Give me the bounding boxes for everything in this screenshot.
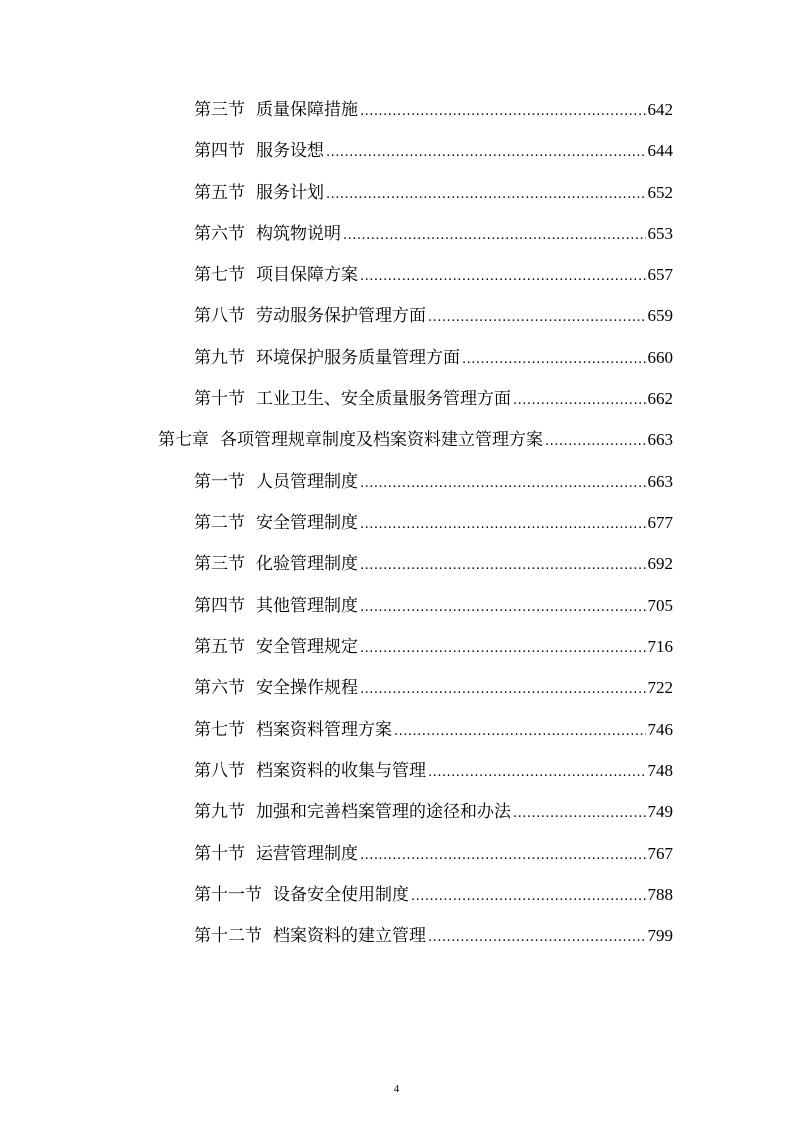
toc-entry-number: 第三节 <box>194 100 245 120</box>
toc-leader-dots <box>360 844 646 868</box>
toc-entry-title: 环境保护服务质量管理方面 <box>256 348 460 368</box>
toc-entry[interactable] <box>194 842 673 866</box>
toc-entry[interactable] <box>194 98 673 122</box>
toc-leader-dots <box>360 678 646 702</box>
toc-entry-page: 722 <box>647 678 673 697</box>
toc-entry[interactable] <box>194 552 673 576</box>
toc-entry-number: 第八节 <box>194 306 245 326</box>
toc-entry-title: 构筑物说明 <box>256 224 341 244</box>
toc-entry-page: 749 <box>647 802 673 821</box>
toc-leader-dots <box>360 596 646 620</box>
toc-entry[interactable] <box>194 139 673 163</box>
toc-leader-dots <box>428 306 646 330</box>
toc-leader-dots <box>360 265 646 289</box>
toc-leader-dots <box>360 472 646 496</box>
toc-entry-number: 第四节 <box>194 141 245 161</box>
toc-entry-page: 663 <box>647 472 673 491</box>
toc-entry-page: 716 <box>647 637 673 656</box>
toc-entry-number: 第六节 <box>194 678 245 698</box>
toc-entry-title: 人员管理制度 <box>256 472 358 492</box>
toc-entry-title: 服务计划 <box>256 183 324 203</box>
toc-entry[interactable] <box>194 594 673 618</box>
toc-leader-dots <box>360 513 646 537</box>
toc-entry-title: 安全管理制度 <box>256 513 358 533</box>
toc-entry-number: 第八节 <box>194 761 245 781</box>
toc-entry-number: 第七章 <box>158 430 209 450</box>
toc-entry-page: 644 <box>647 141 673 160</box>
toc-entry-page: 767 <box>647 844 673 863</box>
toc-entry[interactable] <box>194 718 673 742</box>
toc-entry-number: 第五节 <box>194 637 245 657</box>
toc-leader-dots <box>360 637 646 661</box>
toc-entry-number: 第九节 <box>194 348 245 368</box>
toc-entry[interactable] <box>194 387 673 411</box>
toc-entry-page: 659 <box>647 306 673 325</box>
toc-entry-page: 692 <box>647 554 673 573</box>
toc-entry-title: 设备安全使用制度 <box>273 885 409 905</box>
toc-entry-title: 化验管理制度 <box>256 554 358 574</box>
toc-entry[interactable] <box>194 181 673 205</box>
toc-entry[interactable] <box>194 759 673 783</box>
toc-entry[interactable] <box>194 304 673 328</box>
toc-entry-page: 799 <box>647 926 673 945</box>
toc-entry-number: 第十节 <box>194 389 245 409</box>
toc-entry[interactable] <box>194 800 673 824</box>
toc-entry-title: 各项管理规章制度及档案资料建立管理方案 <box>220 430 543 450</box>
toc-leader-dots <box>411 885 646 909</box>
toc-entry-page: 652 <box>647 183 673 202</box>
toc-entry-title: 工业卫生、安全质量服务管理方面 <box>256 389 511 409</box>
toc-entry-number: 第二节 <box>194 513 245 533</box>
toc-entry-title: 劳动服务保护管理方面 <box>256 306 426 326</box>
toc-entry[interactable] <box>194 883 673 907</box>
toc-entry-number: 第一节 <box>194 472 245 492</box>
toc-entry-number: 第三节 <box>194 554 245 574</box>
toc-entry[interactable] <box>194 470 673 494</box>
toc-entry-number: 第十二节 <box>194 926 262 946</box>
toc-leader-dots <box>326 141 646 165</box>
toc-entry-title: 档案资料的收集与管理 <box>256 761 426 781</box>
toc-leader-dots <box>394 720 646 744</box>
toc-entry[interactable] <box>194 346 673 370</box>
toc-entry-number: 第七节 <box>194 720 245 740</box>
toc-entry-page: 705 <box>647 596 673 615</box>
toc-leader-dots <box>428 926 646 950</box>
toc-entry-number: 第十一节 <box>194 885 262 905</box>
toc-leader-dots <box>462 348 646 372</box>
toc-entry-page: 746 <box>647 720 673 739</box>
toc-entry[interactable] <box>194 676 673 700</box>
toc-entry-title: 档案资料的建立管理 <box>273 926 426 946</box>
toc-leader-dots <box>326 183 646 207</box>
toc-entry-page: 788 <box>647 885 673 904</box>
toc-entry[interactable] <box>194 222 673 246</box>
toc-entry-title: 档案资料管理方案 <box>256 720 392 740</box>
toc-entry-page: 663 <box>647 430 673 449</box>
toc-entry-page: 677 <box>647 513 673 532</box>
toc-entry-title: 其他管理制度 <box>256 596 358 616</box>
toc-entry-title: 运营管理制度 <box>256 844 358 864</box>
toc-entry-page: 642 <box>647 100 673 119</box>
toc-entry-page: 657 <box>647 265 673 284</box>
toc-entry-title: 质量保障措施 <box>256 100 358 120</box>
toc-entry-page: 662 <box>647 389 673 408</box>
toc-entry-number: 第七节 <box>194 265 245 285</box>
toc-leader-dots <box>428 761 646 785</box>
toc-entry-title: 安全管理规定 <box>256 637 358 657</box>
toc-leader-dots <box>513 389 646 413</box>
toc-leader-dots <box>545 430 646 454</box>
toc-entry-number: 第六节 <box>194 224 245 244</box>
toc-entry-title: 服务设想 <box>256 141 324 161</box>
toc-entry-page: 660 <box>647 348 673 367</box>
toc-entry-number: 第十节 <box>194 844 245 864</box>
toc-entry-number: 第五节 <box>194 183 245 203</box>
toc-entry-title: 安全操作规程 <box>256 678 358 698</box>
toc-entry-page: 748 <box>647 761 673 780</box>
toc-entry[interactable] <box>194 263 673 287</box>
toc-chapter-entry[interactable] <box>158 428 673 452</box>
page-number: 4 <box>393 1083 400 1095</box>
toc-entry-number: 第九节 <box>194 802 245 822</box>
toc-entry[interactable] <box>194 924 673 948</box>
toc-entry[interactable] <box>194 635 673 659</box>
toc-entry-title: 项目保障方案 <box>256 265 358 285</box>
toc-entry-title: 加强和完善档案管理的途径和办法 <box>256 802 511 822</box>
toc-entry[interactable] <box>194 511 673 535</box>
toc-leader-dots <box>360 554 646 578</box>
toc-leader-dots <box>343 224 646 248</box>
toc-leader-dots <box>513 802 646 826</box>
toc-entry-number: 第四节 <box>194 596 245 616</box>
toc-entry-page: 653 <box>647 224 673 243</box>
toc-leader-dots <box>360 100 646 124</box>
